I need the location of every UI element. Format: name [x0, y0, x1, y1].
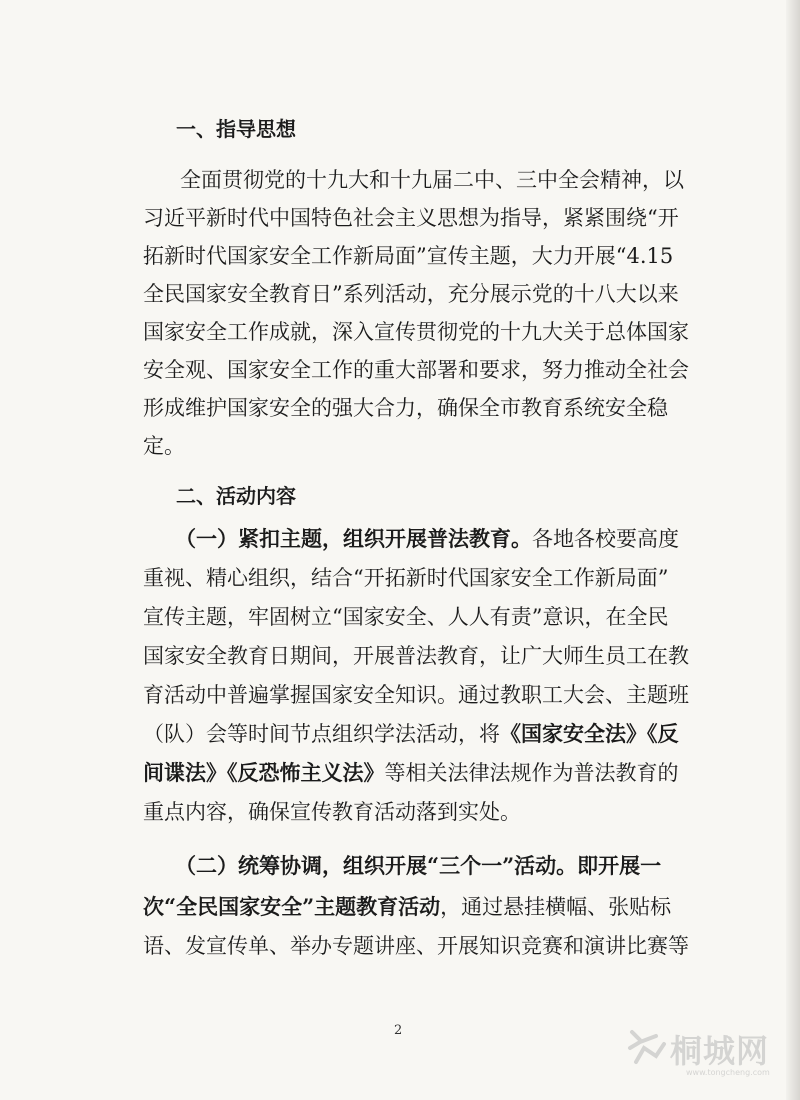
paragraph-line	[143, 719, 679, 749]
paragraph-line: 全民国家安全教育日”系列活动，充分展示党的十八大以来	[143, 282, 679, 306]
item-heading-bold: （二）统筹协调，组织开展“三个一”活动。即开展一	[175, 853, 662, 878]
text-span: 各地各校要高度	[532, 527, 679, 551]
law-titles-bold: 《国家安全法》《反	[500, 721, 679, 746]
paragraph-line: 形成维护国家安全的强大合力，确保全市教育系统安全稳	[143, 396, 668, 420]
section-heading-activity-content: 二、活动内容	[176, 484, 296, 508]
paragraph-line: 安全观、国家安全工作的重大部署和要求，努力推动全社会	[143, 358, 689, 382]
watermark-url: www.tongcheng.com	[686, 1068, 770, 1077]
paragraph-line: 国家安全教育日期间，开展普法教育，让广大师生员工在教	[143, 644, 689, 668]
scan-edge-shadow	[786, 0, 800, 1100]
site-watermark	[626, 1024, 776, 1084]
section-heading-guiding-thought: 一、指导思想	[176, 117, 296, 141]
paragraph-line	[175, 524, 679, 554]
paragraph-line: 育活动中普遍掌握国家安全知识。通过教职工大会、主题班	[143, 683, 689, 707]
text-span: ，通过悬挂横幅、张贴标	[440, 895, 672, 919]
watermark-text: 桐城网	[670, 1032, 770, 1070]
law-titles-bold: 间谍法》《反恐怖主义法》	[143, 760, 385, 785]
watermark-logo-icon	[626, 1026, 668, 1066]
page-number: 2	[394, 1023, 403, 1038]
paragraph-line: 拓新时代国家安全工作新局面”宣传主题，大力开展“4.15	[143, 244, 674, 268]
text-span: （队）会等时间节点组织学法活动，将	[143, 722, 500, 746]
paragraph-line: 宣传主题，牢固树立“国家安全、人人有责”意识，在全民	[143, 605, 669, 629]
paragraph-line: 国家安全工作成就，深入宣传贯彻党的十九大关于总体国家	[143, 320, 689, 344]
paragraph-line: 全面贯彻党的十九大和十九届二中、三中全会精神，以	[180, 168, 684, 192]
paragraph-line: 定。	[143, 434, 185, 458]
item-heading-bold: 次“全民国家安全”主题教育活动	[143, 894, 441, 919]
item-heading-bold: （一）紧扣主题，组织开展普法教育。	[175, 526, 532, 551]
paragraph-line: 习近平新时代中国特色社会主义思想为指导，紧紧围绕“开	[143, 206, 679, 230]
paragraph-line: 重点内容，确保宣传教育活动落到实处。	[143, 800, 521, 824]
text-span: 等相关法律法规作为普法教育的	[384, 761, 679, 785]
paragraph-line	[143, 892, 671, 922]
paragraph-line: 重视、精心组织，结合“开拓新时代国家安全工作新局面”	[143, 566, 669, 590]
paragraph-line: 语、发宣传单、举办专题讲座、开展知识竞赛和演讲比赛等	[143, 934, 689, 958]
paragraph-line	[143, 758, 679, 788]
